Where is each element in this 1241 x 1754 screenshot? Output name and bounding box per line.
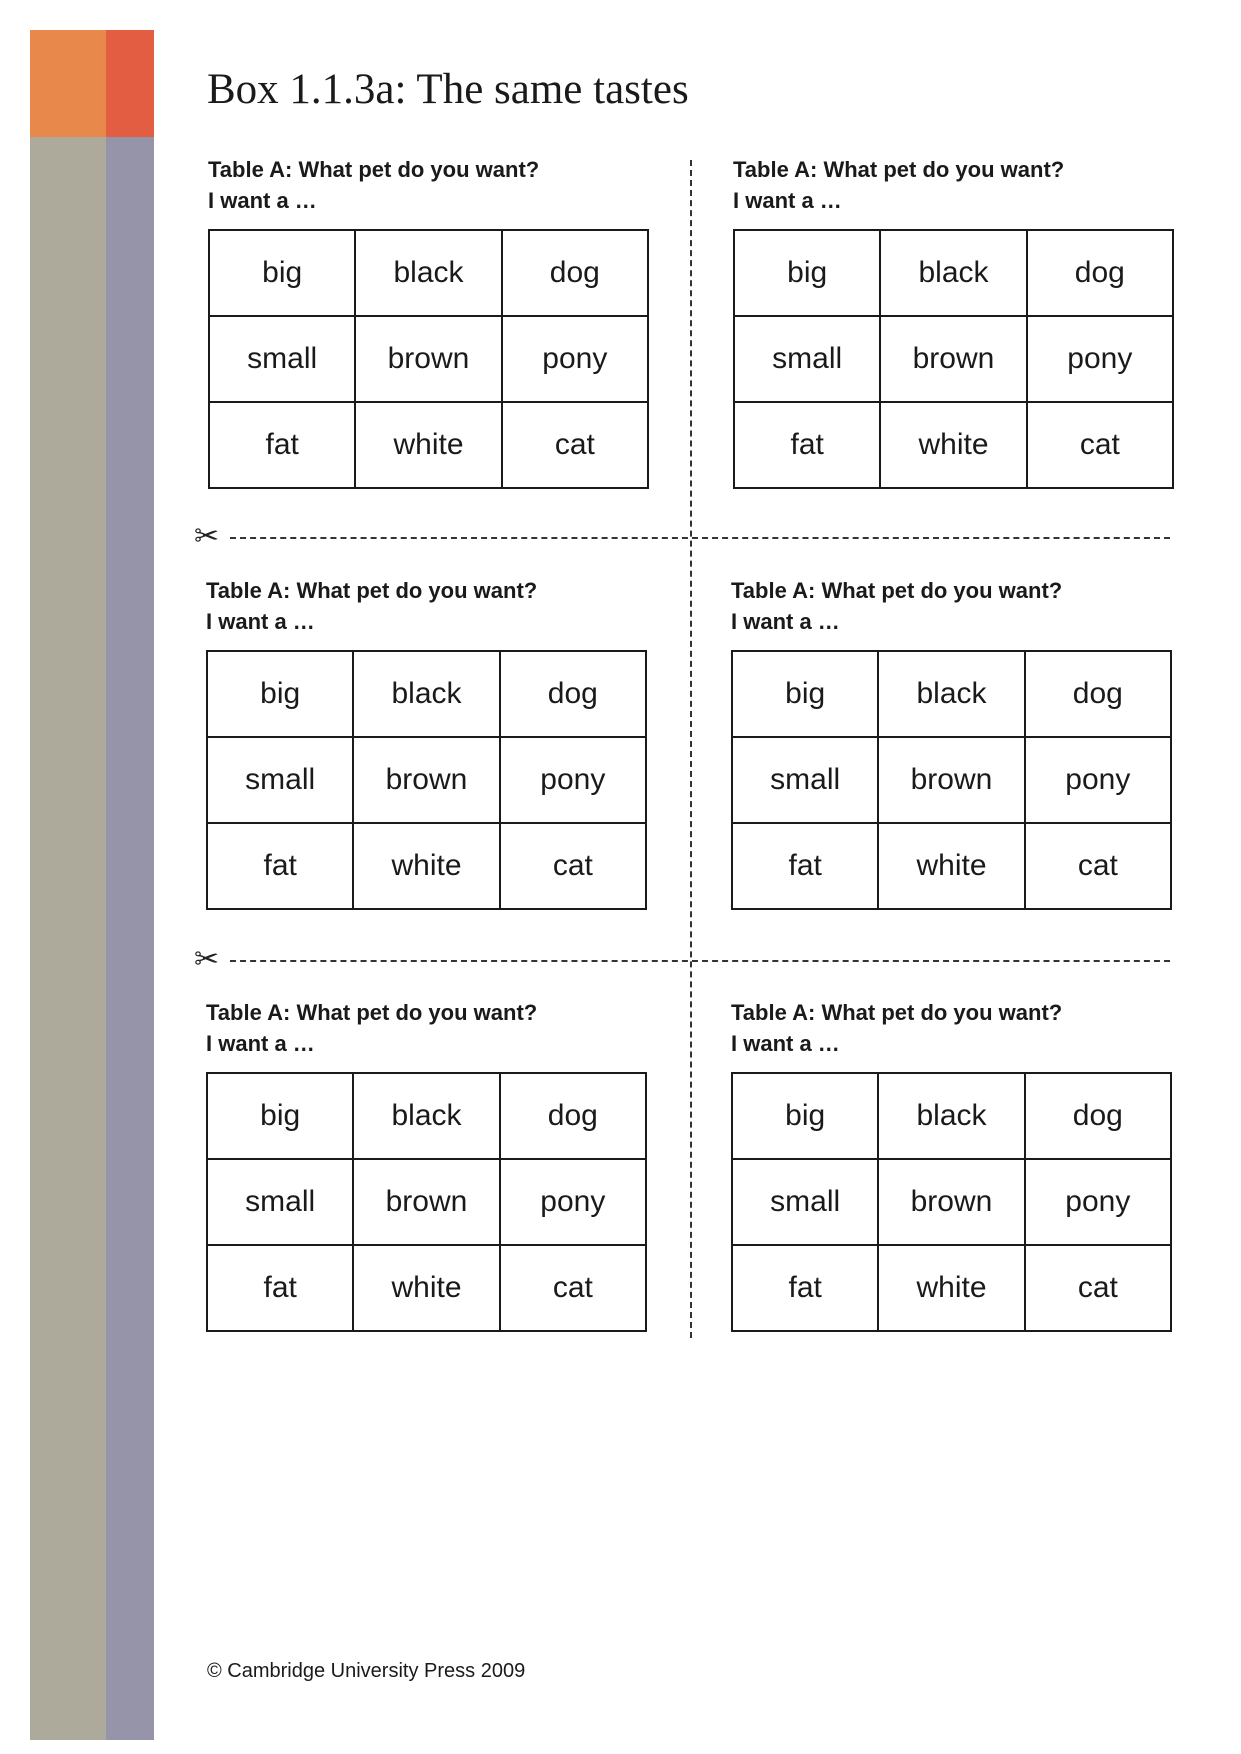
- cut-line-horizontal-2: [230, 960, 1170, 962]
- table-row: [732, 1159, 1171, 1245]
- table-cell: brown: [353, 737, 499, 823]
- card-heading: Table A: What pet do you want?: [208, 157, 540, 182]
- table-row: [732, 651, 1171, 737]
- table-row: [209, 316, 648, 402]
- table-cell: big: [732, 1073, 878, 1159]
- decorative-bar-orange: [30, 30, 106, 137]
- table-cell: small: [209, 316, 355, 402]
- table-row: [209, 402, 648, 488]
- table-row: [207, 1073, 646, 1159]
- table-row: [732, 737, 1171, 823]
- table-cell: fat: [207, 823, 353, 909]
- table-cell: dog: [502, 230, 648, 316]
- table-cell: pony: [1027, 316, 1173, 402]
- card-subheading: I want a …: [206, 609, 315, 634]
- table-cell: black: [355, 230, 501, 316]
- table-cell: small: [207, 737, 353, 823]
- table-cell: fat: [732, 823, 878, 909]
- table-cell: brown: [880, 316, 1026, 402]
- table-cell: black: [353, 1073, 499, 1159]
- table-cell: pony: [1025, 737, 1171, 823]
- table-cell: dog: [1025, 1073, 1171, 1159]
- card-subheading: I want a …: [208, 188, 317, 213]
- table-cell: brown: [355, 316, 501, 402]
- table-row: [734, 230, 1173, 316]
- card-heading: Table A: What pet do you want?: [731, 1000, 1063, 1025]
- table-cell: white: [880, 402, 1026, 488]
- table-cell: fat: [209, 402, 355, 488]
- table-row: [734, 402, 1173, 488]
- table-cell: small: [207, 1159, 353, 1245]
- pet-table: [731, 1072, 1172, 1332]
- table-cell: pony: [500, 737, 646, 823]
- table-cell: dog: [1027, 230, 1173, 316]
- table-cell: fat: [207, 1245, 353, 1331]
- card-subheading: I want a …: [206, 1031, 315, 1056]
- table-cell: fat: [734, 402, 880, 488]
- table-cell: black: [878, 1073, 1024, 1159]
- scissors-icon: ✂: [194, 943, 220, 976]
- pet-table: [206, 1072, 647, 1332]
- decorative-bar-gray: [30, 137, 106, 1740]
- table-cell: fat: [732, 1245, 878, 1331]
- table-cell: small: [734, 316, 880, 402]
- pet-card: [206, 997, 651, 1332]
- table-cell: cat: [1025, 1245, 1171, 1331]
- table-cell: pony: [500, 1159, 646, 1245]
- table-cell: cat: [502, 402, 648, 488]
- table-cell: brown: [878, 1159, 1024, 1245]
- table-cell: pony: [502, 316, 648, 402]
- table-cell: brown: [878, 737, 1024, 823]
- table-row: [209, 230, 648, 316]
- table-cell: cat: [500, 823, 646, 909]
- table-cell: white: [353, 1245, 499, 1331]
- table-cell: dog: [1025, 651, 1171, 737]
- pet-card: [206, 575, 651, 910]
- table-cell: big: [734, 230, 880, 316]
- card-heading: Table A: What pet do you want?: [206, 578, 538, 603]
- table-row: [207, 823, 646, 909]
- table-cell: cat: [1025, 823, 1171, 909]
- table-cell: black: [880, 230, 1026, 316]
- table-cell: pony: [1025, 1159, 1171, 1245]
- card-subheading: I want a …: [731, 609, 840, 634]
- pet-card: [733, 154, 1178, 489]
- table-row: [207, 1159, 646, 1245]
- table-cell: small: [732, 1159, 878, 1245]
- table-cell: cat: [1027, 402, 1173, 488]
- table-row: [732, 1245, 1171, 1331]
- card-heading: Table A: What pet do you want?: [206, 1000, 538, 1025]
- card-heading: Table A: What pet do you want?: [733, 157, 1065, 182]
- card-heading: Table A: What pet do you want?: [731, 578, 1063, 603]
- cut-line-horizontal-1: [230, 537, 1170, 539]
- pet-table: [206, 650, 647, 910]
- table-row: [207, 737, 646, 823]
- table-cell: black: [353, 651, 499, 737]
- card-subheading: I want a …: [733, 188, 842, 213]
- pet-table: [733, 229, 1174, 489]
- table-cell: dog: [500, 651, 646, 737]
- table-row: [734, 316, 1173, 402]
- table-row: [732, 823, 1171, 909]
- table-cell: white: [878, 823, 1024, 909]
- table-cell: white: [353, 823, 499, 909]
- page-title: Box 1.1.3a: The same tastes: [207, 66, 689, 113]
- table-cell: cat: [500, 1245, 646, 1331]
- table-cell: big: [207, 651, 353, 737]
- table-row: [207, 651, 646, 737]
- table-cell: white: [878, 1245, 1024, 1331]
- scissors-icon: ✂: [194, 520, 220, 553]
- pet-card: [208, 154, 653, 489]
- table-cell: black: [878, 651, 1024, 737]
- table-cell: big: [207, 1073, 353, 1159]
- copyright-notice: © Cambridge University Press 2009: [207, 1660, 526, 1682]
- table-cell: white: [355, 402, 501, 488]
- pet-table: [731, 650, 1172, 910]
- card-subheading: I want a …: [731, 1031, 840, 1056]
- decorative-bar-purple: [106, 137, 154, 1740]
- table-cell: dog: [500, 1073, 646, 1159]
- table-row: [207, 1245, 646, 1331]
- table-cell: brown: [353, 1159, 499, 1245]
- table-cell: small: [732, 737, 878, 823]
- table-row: [732, 1073, 1171, 1159]
- pet-card: [731, 575, 1176, 910]
- pet-card: [731, 997, 1176, 1332]
- table-cell: big: [209, 230, 355, 316]
- decorative-bar-red: [106, 30, 154, 137]
- table-cell: big: [732, 651, 878, 737]
- cut-line-vertical: [690, 160, 692, 1338]
- pet-table: [208, 229, 649, 489]
